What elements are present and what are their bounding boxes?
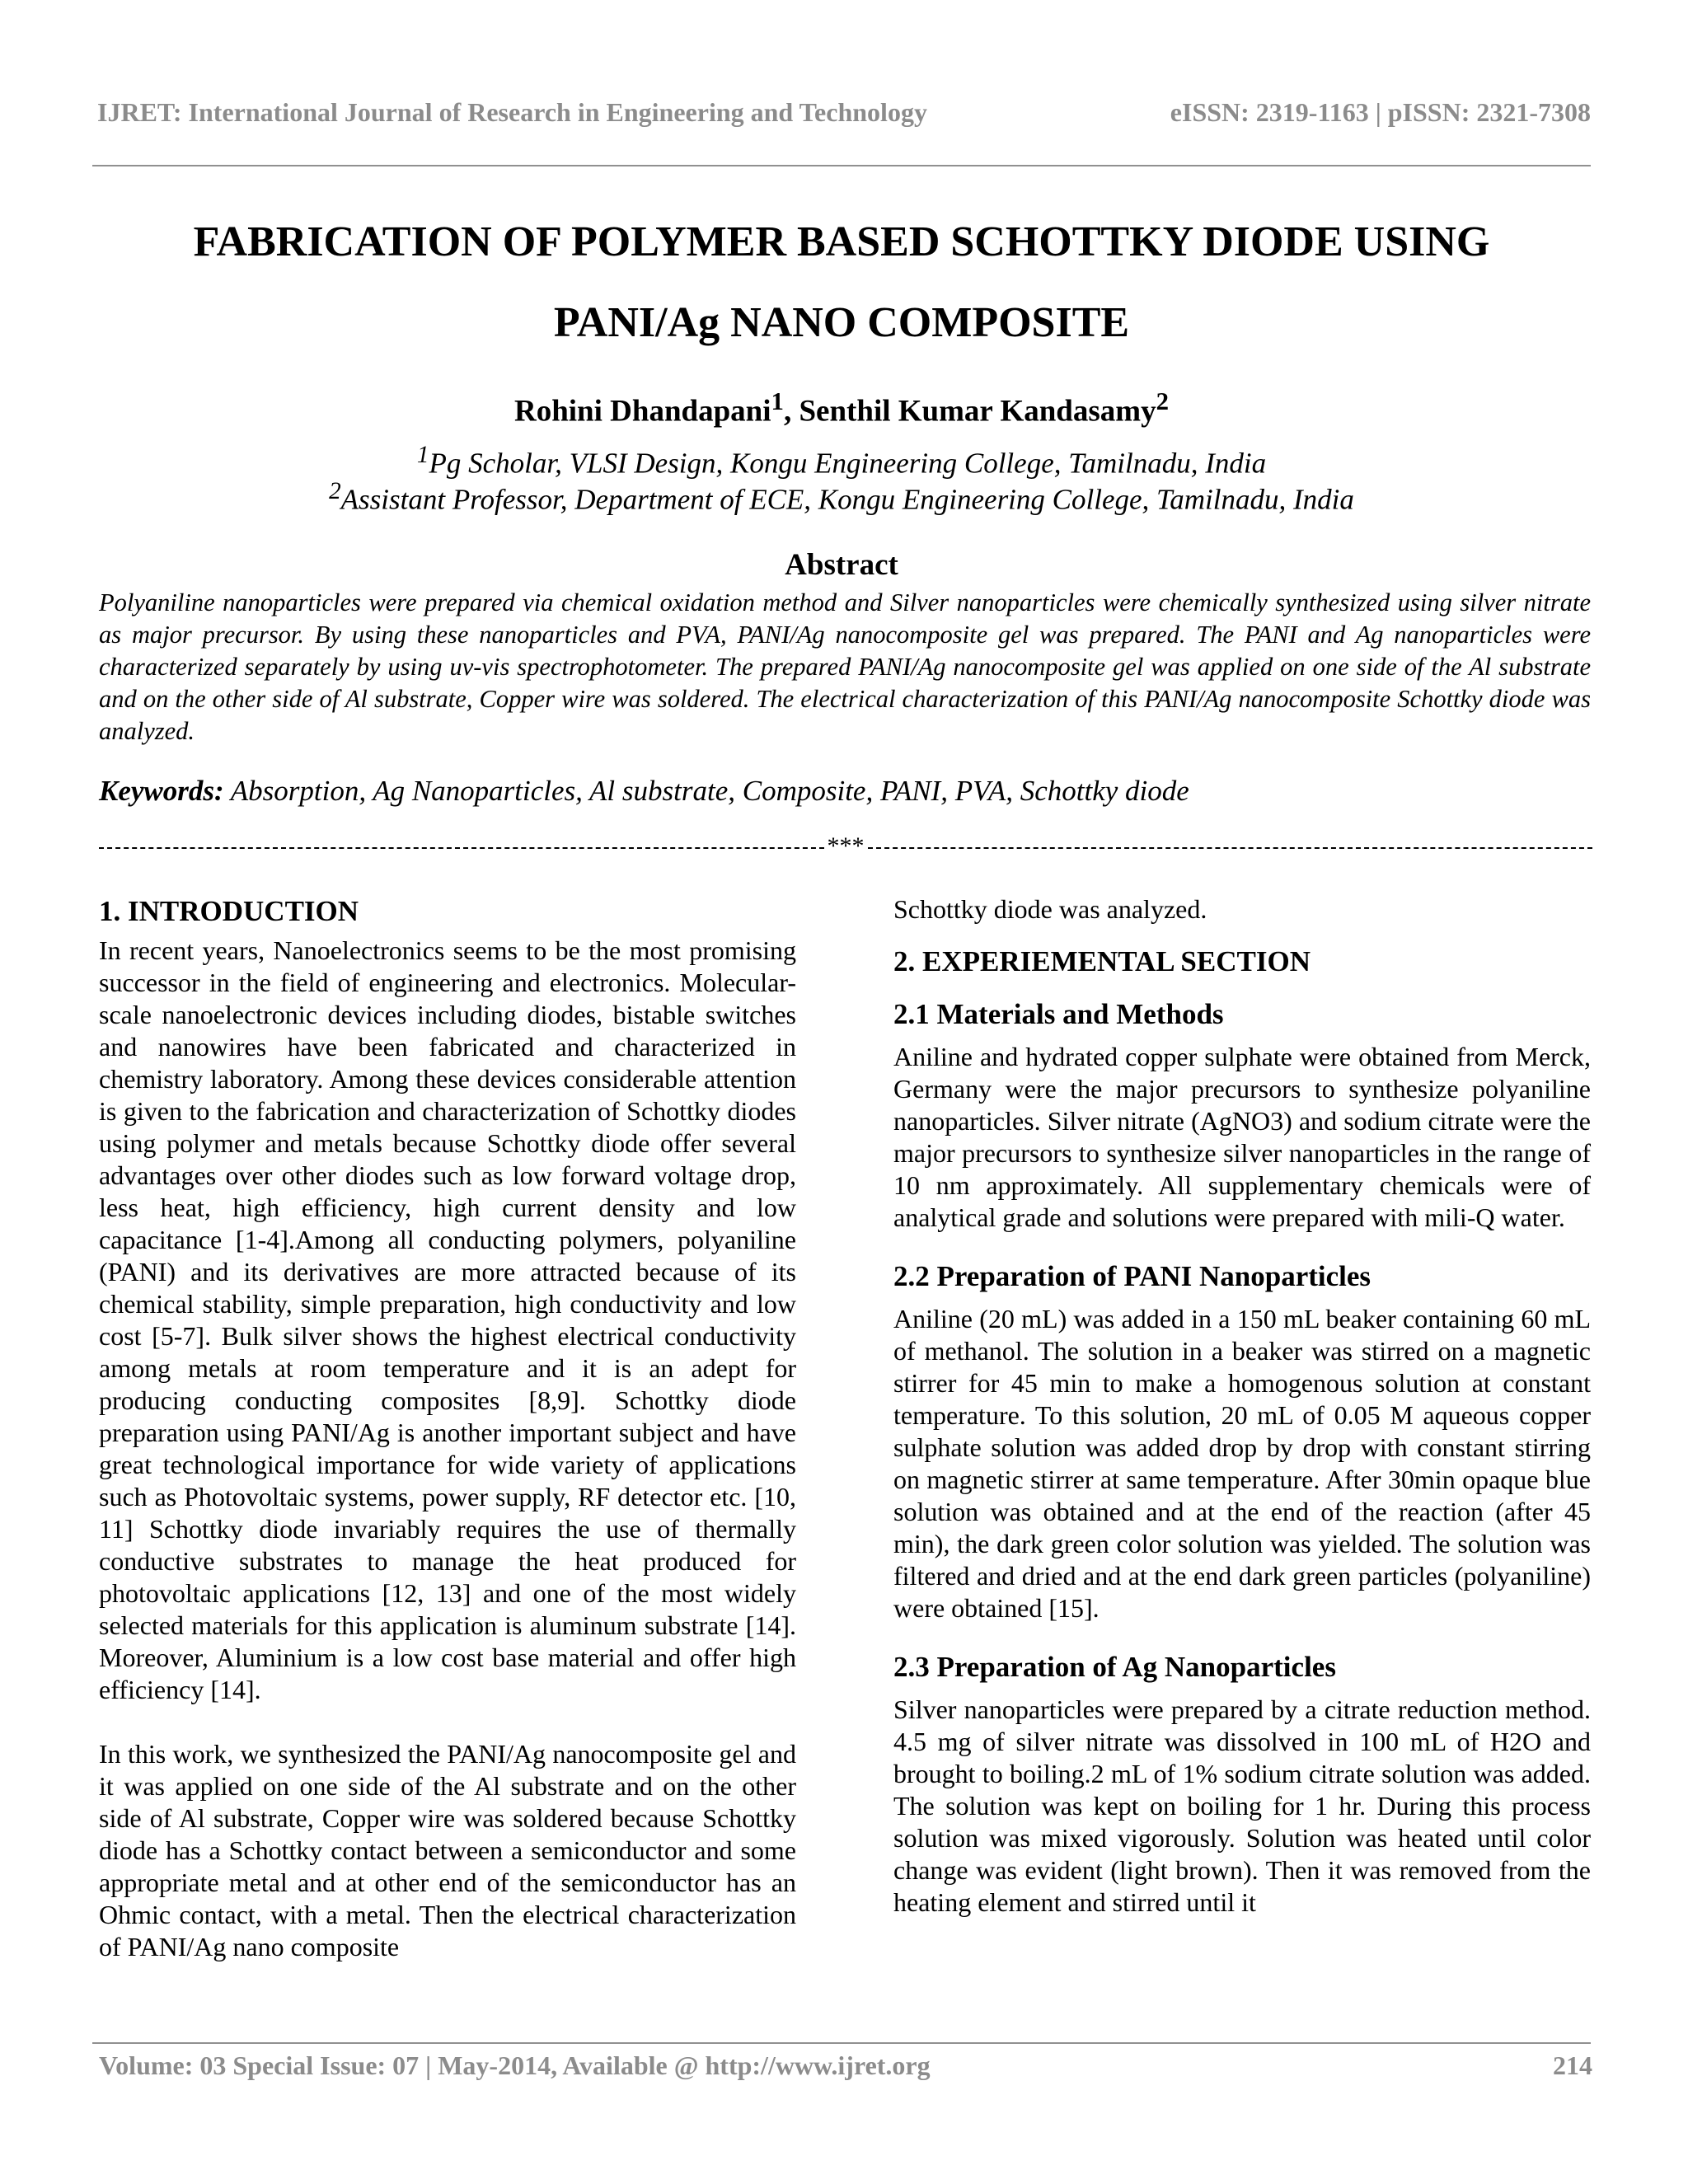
affiliation-2-sup: 2 [329, 478, 341, 504]
keywords-line [99, 775, 1591, 808]
affiliation-1-sup: 1 [416, 442, 429, 468]
section-separator [99, 834, 1592, 859]
author-1-sup: 1 [771, 387, 784, 415]
affiliation-2-text: Assistant Professor, Department of ECE, Kongu Engineering College, Tamilnadu, India [340, 483, 1354, 516]
header-rule [92, 165, 1591, 166]
affiliation-1 [92, 442, 1591, 480]
section-2-1-paragraph: Aniline and hydrated copper sulphate were obtained from Merck, Germany were the major precursors to synthesize polyaniline nanoparticles. Silver nitrate (AgNO3) and sodium citrate were the major precursors to synthesize silver nanoparticles in the range of 10 nm approximately. All supplementary chemicals were of analytical grade and solutions were prepared with mili-Q water. [893, 1042, 1591, 1232]
author-2: Senthil Kumar Kandasamy [799, 394, 1156, 429]
issn-text: eISSN: 2319-1163 | pISSN: 2321-7308 [1170, 97, 1591, 127]
affiliation-2 [92, 478, 1591, 517]
page-number: 214 [1553, 2050, 1592, 2080]
section-2-1-heading: 2.1 Materials and Methods [893, 998, 1224, 1030]
left-column [99, 893, 796, 1963]
paper-title [92, 202, 1591, 363]
section-2-2-paragraph: Aniline (20 mL) was added in a 150 mL beaker containing 60 mL of methanol. The solution in a beaker was stirred on a magnetic stirrer for 45 min to make a homogenous solution at constant temperature. To this solution, 20 mL of 0.05 M aqueous copper sulphate solution was added drop by drop with constant stirring on magnetic stirrer at same temperature. After 30min opaque blue solution was obtained and at the end of the reaction (after 45 min), the dark green color solution was yielded. The solution was filtered and dried and at the end dark green particles (polyaniline) were obtained [15]. [893, 1304, 1591, 1623]
volume-info: Volume: 03 Special Issue: 07 | May-2014, Available @ http://www.ijret.org [99, 2050, 931, 2080]
running-header [97, 97, 1591, 128]
keywords-text: Absorption, Ag Nanoparticles, Al substrate, Composite, PANI, PVA, Schottky diode [223, 775, 1189, 807]
journal-name: IJRET: International Journal of Research in Engineering and Technology [97, 97, 927, 127]
title-line-2: PANI/Ag NANO COMPOSITE [553, 299, 1130, 346]
section-2-3-heading: 2.3 Preparation of Ag Nanoparticles [893, 1651, 1336, 1683]
author-separator: , [783, 394, 799, 429]
intro-paragraph-1: In recent years, Nanoelectronics seems to be the most promising successor in the field of engineering and electronics. Molecular-scale nanoelectronic devices including diodes, bistable switches and nanowires have been fabricated and characterized in chemistry laboratory. Among these devices considerable attention is given to the fabrication and characterization of Schottky diodes using polymer and metals because Schottky diode offer several advantages over other diodes such as low forward voltage drop, less heat, high efficiency, high current density and low capacitance [1-4].Among all conducting polymers, polyaniline (PANI) and its derivatives are more attracted because of its chemical stability, simple preparation, high conductivity and low cost [5-7]. Bulk silver shows the highest electrical conductivity among metals at room temperature and it is an adept for producing conducting composites [8,9]. Schottky diode preparation using PANI/Ag is another important subject and have great technological importance for wide variety of applications such as Photovoltaic systems, power supply, RF detector etc. [10, 11] Schottky diode invariably requires the use of thermally conductive substrates to manage the heat produced for photovoltaic applications [12, 13] and one of the most widely selected materials for this application is aluminum substrate [14]. Moreover, Aluminium is a low cost base material and offer high efficiency [14]. [99, 935, 796, 1704]
intro-paragraph-2: In this work, we synthesized the PANI/Ag nanocomposite gel and it was applied on one side of the Al substrate and on the other side of Al substrate, Copper wire was soldered because Schottky diode has a Schottky contact between a semiconductor and some appropriate metal and at other end of the semiconductor has an Ohmic contact, with a metal. Then the electrical characterization of PANI/Ag nano composite [99, 1739, 796, 1961]
separator-dash-right [868, 847, 1593, 849]
page-footer [99, 2050, 1592, 2081]
title-line-1: FABRICATION OF POLYMER BASED SCHOTTKY DIODE USING [193, 218, 1490, 265]
footer-rule [92, 2042, 1591, 2044]
keywords-label: Keywords: [99, 775, 224, 807]
author-2-sup: 2 [1156, 387, 1170, 415]
right-column [893, 893, 1591, 1919]
separator-dash-left [99, 847, 824, 849]
intro-continuation: Schottky diode was analyzed. [893, 894, 1207, 924]
section-2-3-paragraph: Silver nanoparticles were prepared by a citrate reduction method. 4.5 mg of silver nitrate was dissolved in 100 mL of H2O and brought to boiling.2 mL of 1% sodium citrate solution was added. The solution was kept on boiling for 1 hr. During this process solution was mixed vigorously. Solution was heated until color change was evident (light brown). Then it was removed from the heating element and stirred until it [893, 1694, 1591, 1917]
affiliation-1-text: Pg Scholar, VLSI Design, Kongu Engineering College, Tamilnadu, India [429, 447, 1267, 480]
section-1-heading: 1. INTRODUCTION [99, 895, 359, 927]
abstract-text: Polyaniline nanoparticles were prepared via chemical oxidation method and Silver nanoparticles were chemically synthesized using silver nitrate as major precursor. By using these nanoparticles and PVA, PANI/Ag nanocomposite gel was prepared. The PANI and Ag nanoparticles were characterized separately by using uv-vis spectrophotometer. The prepared PANI/Ag nanocomposite gel was applied on one side of the Al substrate and on the other side of Al substrate, Copper wire was soldered. The electrical characterization of this PANI/Ag nanocomposite Schottky diode was analyzed. [99, 588, 1591, 745]
separator-stars: *** [827, 832, 865, 860]
author-1: Rohini Dhandapani [513, 394, 771, 429]
author-line [92, 387, 1591, 429]
section-2-2-heading: 2.2 Preparation of PANI Nanoparticles [893, 1260, 1372, 1292]
abstract-heading: Abstract [785, 548, 898, 582]
section-2-heading: 2. EXPERIEMENTAL SECTION [893, 945, 1311, 977]
